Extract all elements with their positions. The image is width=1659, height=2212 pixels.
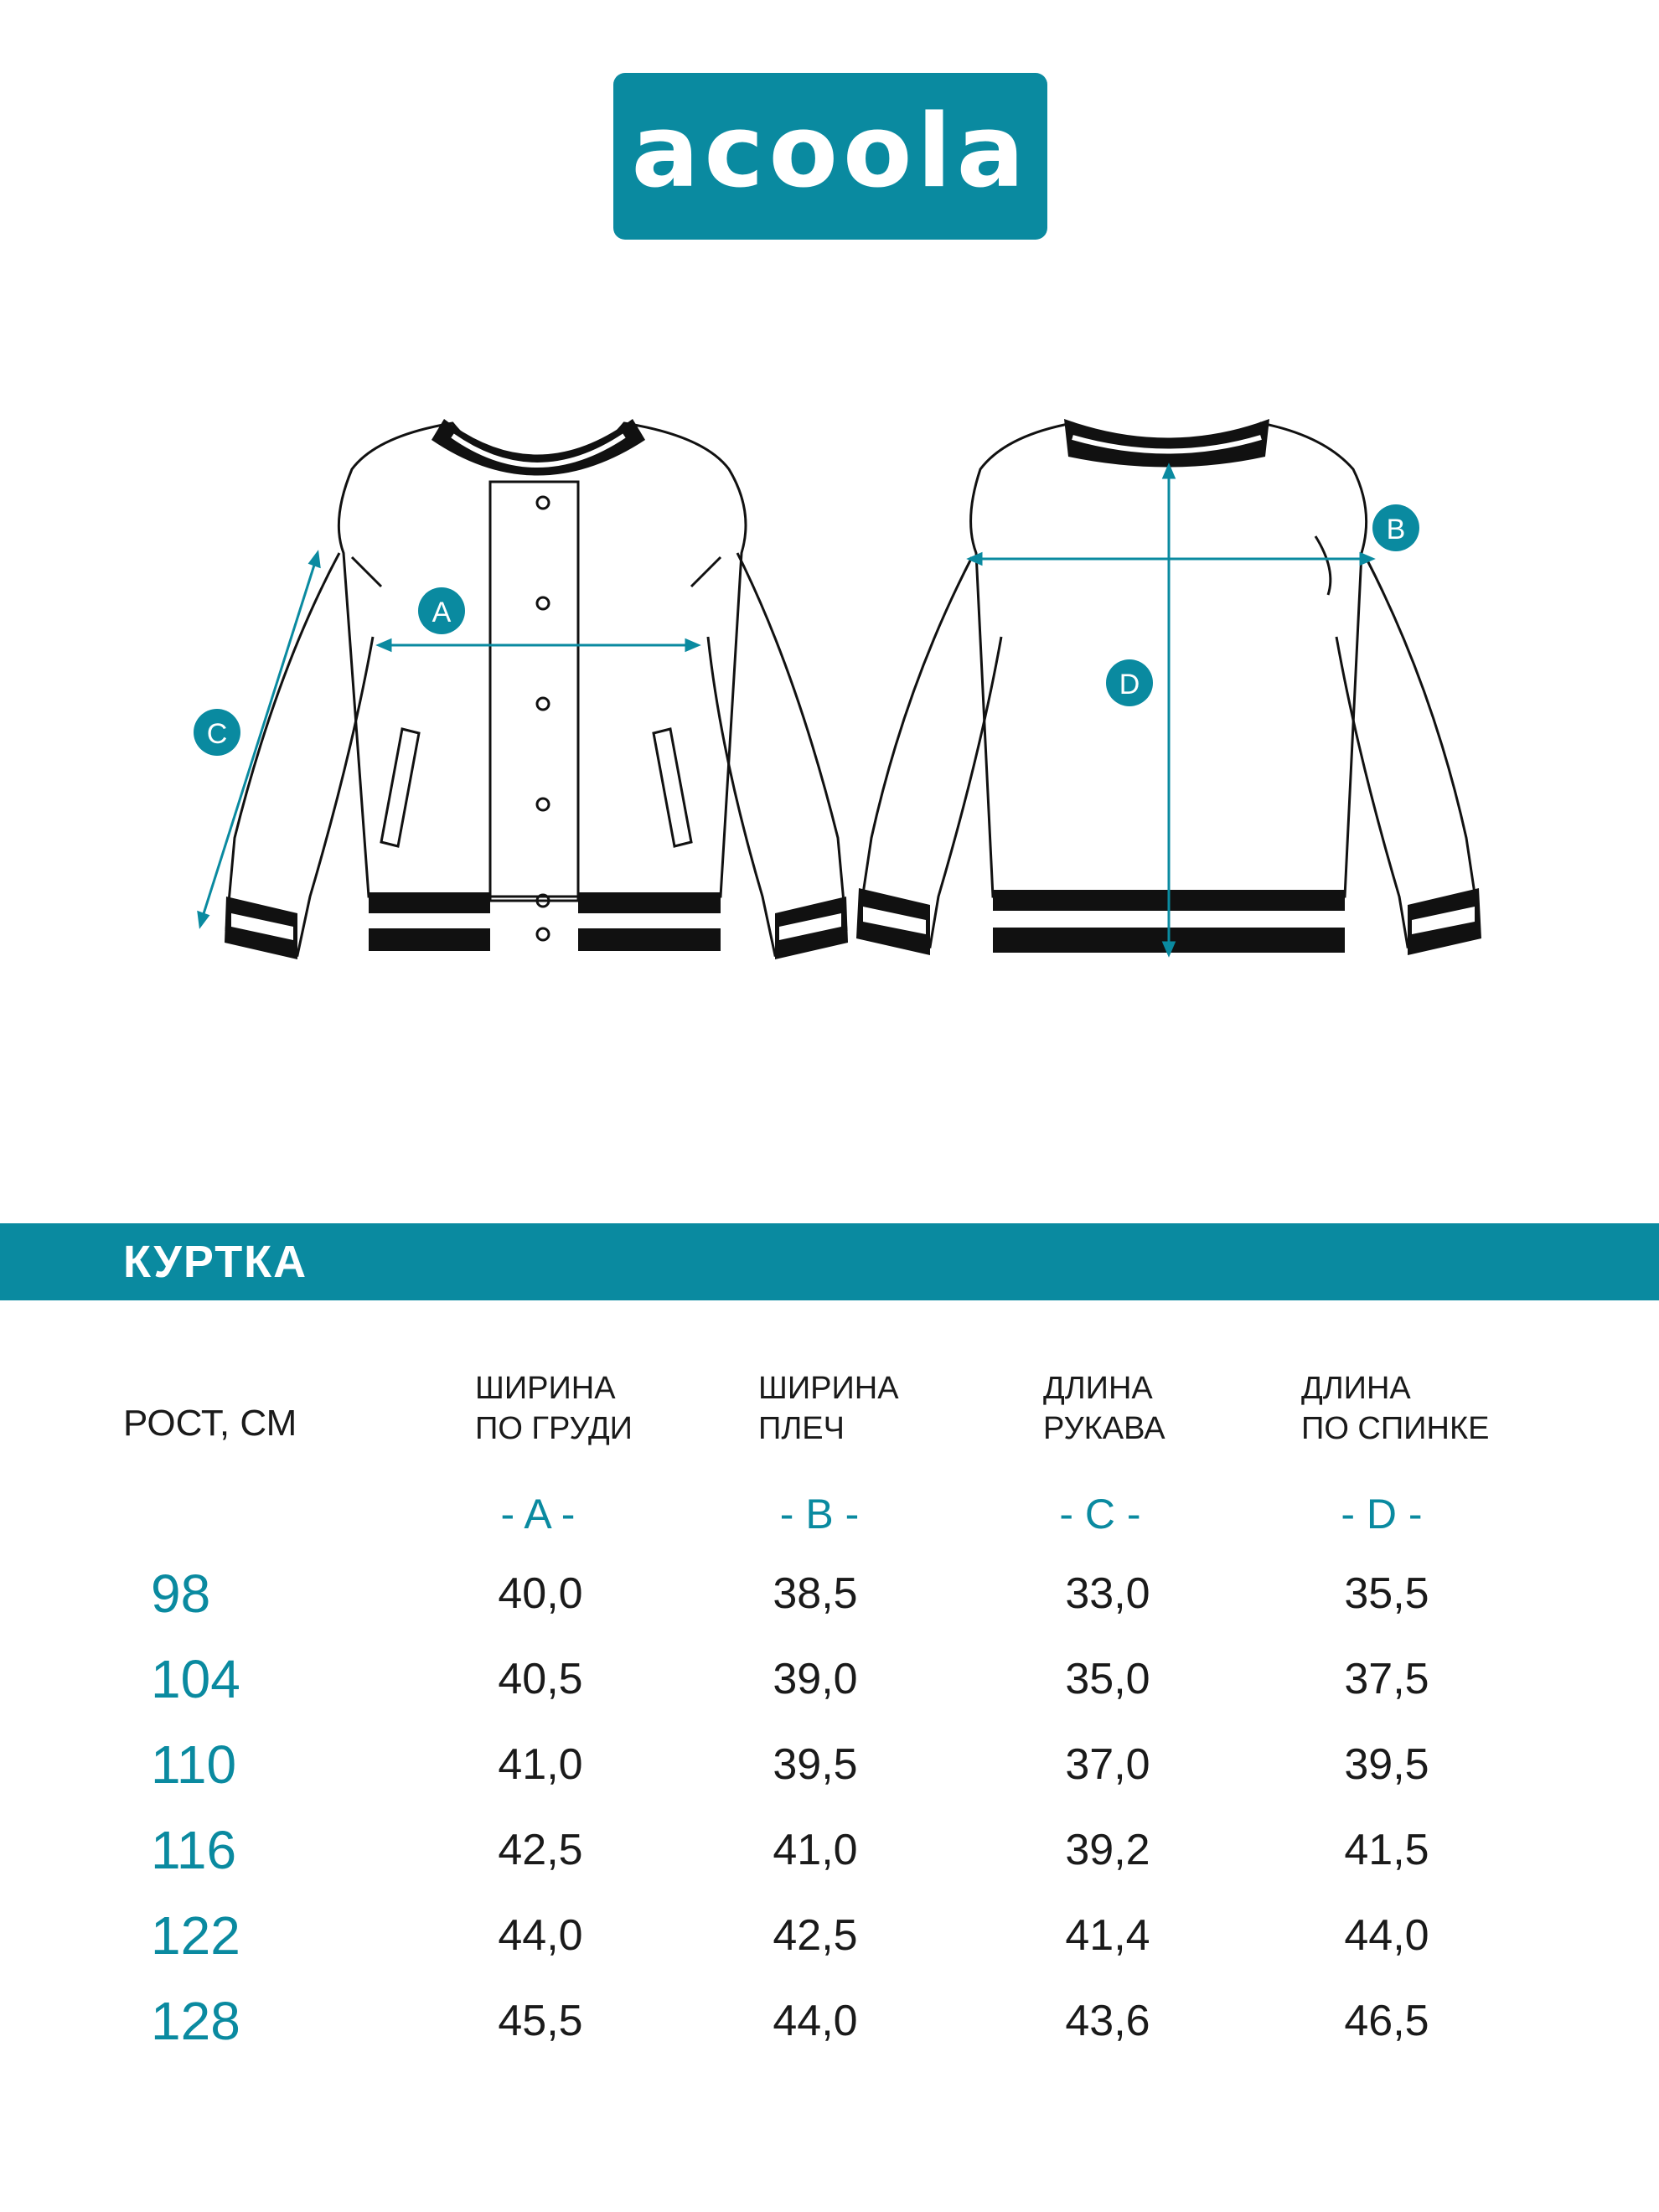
jacket-front-ribbing xyxy=(225,419,848,959)
row-value-a: 41,0 xyxy=(498,1740,583,1789)
row-height: 110 xyxy=(151,1734,237,1795)
row-value-a: 45,5 xyxy=(498,1997,583,2045)
column-header-d xyxy=(1301,1368,1489,1449)
jacket-measurement-diagram xyxy=(0,369,1659,1005)
svg-text:B: B xyxy=(1386,514,1406,545)
column-header-c-line1: ДЛИНА xyxy=(1043,1371,1153,1406)
row-value-c: 41,4 xyxy=(1065,1911,1150,1960)
column-letter-a: - A - xyxy=(500,1491,576,1538)
column-header-b-line2: ПЛЕЧ xyxy=(758,1411,845,1446)
brand-logo xyxy=(613,73,1047,240)
row-value-b: 44,0 xyxy=(773,1997,858,2045)
row-height: 116 xyxy=(151,1820,237,1880)
row-value-c: 37,0 xyxy=(1065,1740,1150,1789)
table-row xyxy=(0,1723,1659,1806)
row-value-a: 40,0 xyxy=(498,1569,583,1618)
row-value-c: 35,0 xyxy=(1065,1655,1150,1703)
table-row xyxy=(0,1552,1659,1636)
row-value-c: 33,0 xyxy=(1065,1569,1150,1618)
row-value-b: 42,5 xyxy=(773,1911,858,1960)
measurement-label-b xyxy=(1372,504,1419,551)
measurement-label-d xyxy=(1106,659,1153,706)
column-letter-b: - B - xyxy=(779,1491,860,1538)
svg-text:A: A xyxy=(432,597,452,628)
row-value-b: 38,5 xyxy=(773,1569,858,1618)
row-value-b: 39,5 xyxy=(773,1740,858,1789)
row-value-d: 35,5 xyxy=(1344,1569,1429,1618)
row-height: 98 xyxy=(151,1563,211,1624)
column-header-c xyxy=(1043,1368,1165,1449)
column-header-c-line2: РУКАВА xyxy=(1043,1411,1165,1446)
row-height: 104 xyxy=(151,1649,240,1709)
column-header-b xyxy=(758,1368,899,1449)
column-letter-d: - D - xyxy=(1341,1491,1423,1538)
row-value-a: 42,5 xyxy=(498,1826,583,1874)
brand-logo-text: acoola xyxy=(631,94,1030,210)
measurement-label-a xyxy=(418,587,465,634)
column-header-b-line1: ШИРИНА xyxy=(758,1371,899,1406)
table-row xyxy=(0,1808,1659,1892)
row-value-d: 44,0 xyxy=(1344,1911,1429,1960)
table-row xyxy=(0,1894,1659,1977)
section-banner xyxy=(0,1223,1659,1300)
row-value-d: 46,5 xyxy=(1344,1997,1429,2045)
row-height: 122 xyxy=(151,1905,240,1966)
measurement-lines xyxy=(199,466,1372,954)
table-row xyxy=(0,1979,1659,2063)
measurement-label-c xyxy=(194,709,240,756)
row-value-b: 39,0 xyxy=(773,1655,858,1703)
svg-text:C: C xyxy=(206,718,228,750)
row-value-b: 41,0 xyxy=(773,1826,858,1874)
height-column-header: РОСТ, СМ xyxy=(123,1403,297,1444)
svg-text:D: D xyxy=(1119,669,1140,700)
row-value-d: 37,5 xyxy=(1344,1655,1429,1703)
jacket-front-view xyxy=(226,423,846,955)
column-header-d-line2: ПО СПИНКЕ xyxy=(1301,1411,1490,1446)
row-value-a: 44,0 xyxy=(498,1911,583,1960)
row-value-c: 43,6 xyxy=(1065,1997,1150,2045)
column-header-a xyxy=(475,1368,633,1449)
row-value-c: 39,2 xyxy=(1065,1826,1150,1874)
section-title: КУРТКА xyxy=(123,1237,308,1287)
table-row xyxy=(0,1637,1659,1721)
row-value-d: 41,5 xyxy=(1344,1826,1429,1874)
column-letter-c: - C - xyxy=(1059,1491,1141,1538)
row-value-d: 39,5 xyxy=(1344,1740,1429,1789)
column-header-d-line1: ДЛИНА xyxy=(1301,1371,1411,1406)
row-value-a: 40,5 xyxy=(498,1655,583,1703)
row-height: 128 xyxy=(151,1991,240,2051)
column-header-a-line1: ШИРИНА xyxy=(475,1371,616,1406)
column-header-a-line2: ПО ГРУДИ xyxy=(475,1411,633,1446)
